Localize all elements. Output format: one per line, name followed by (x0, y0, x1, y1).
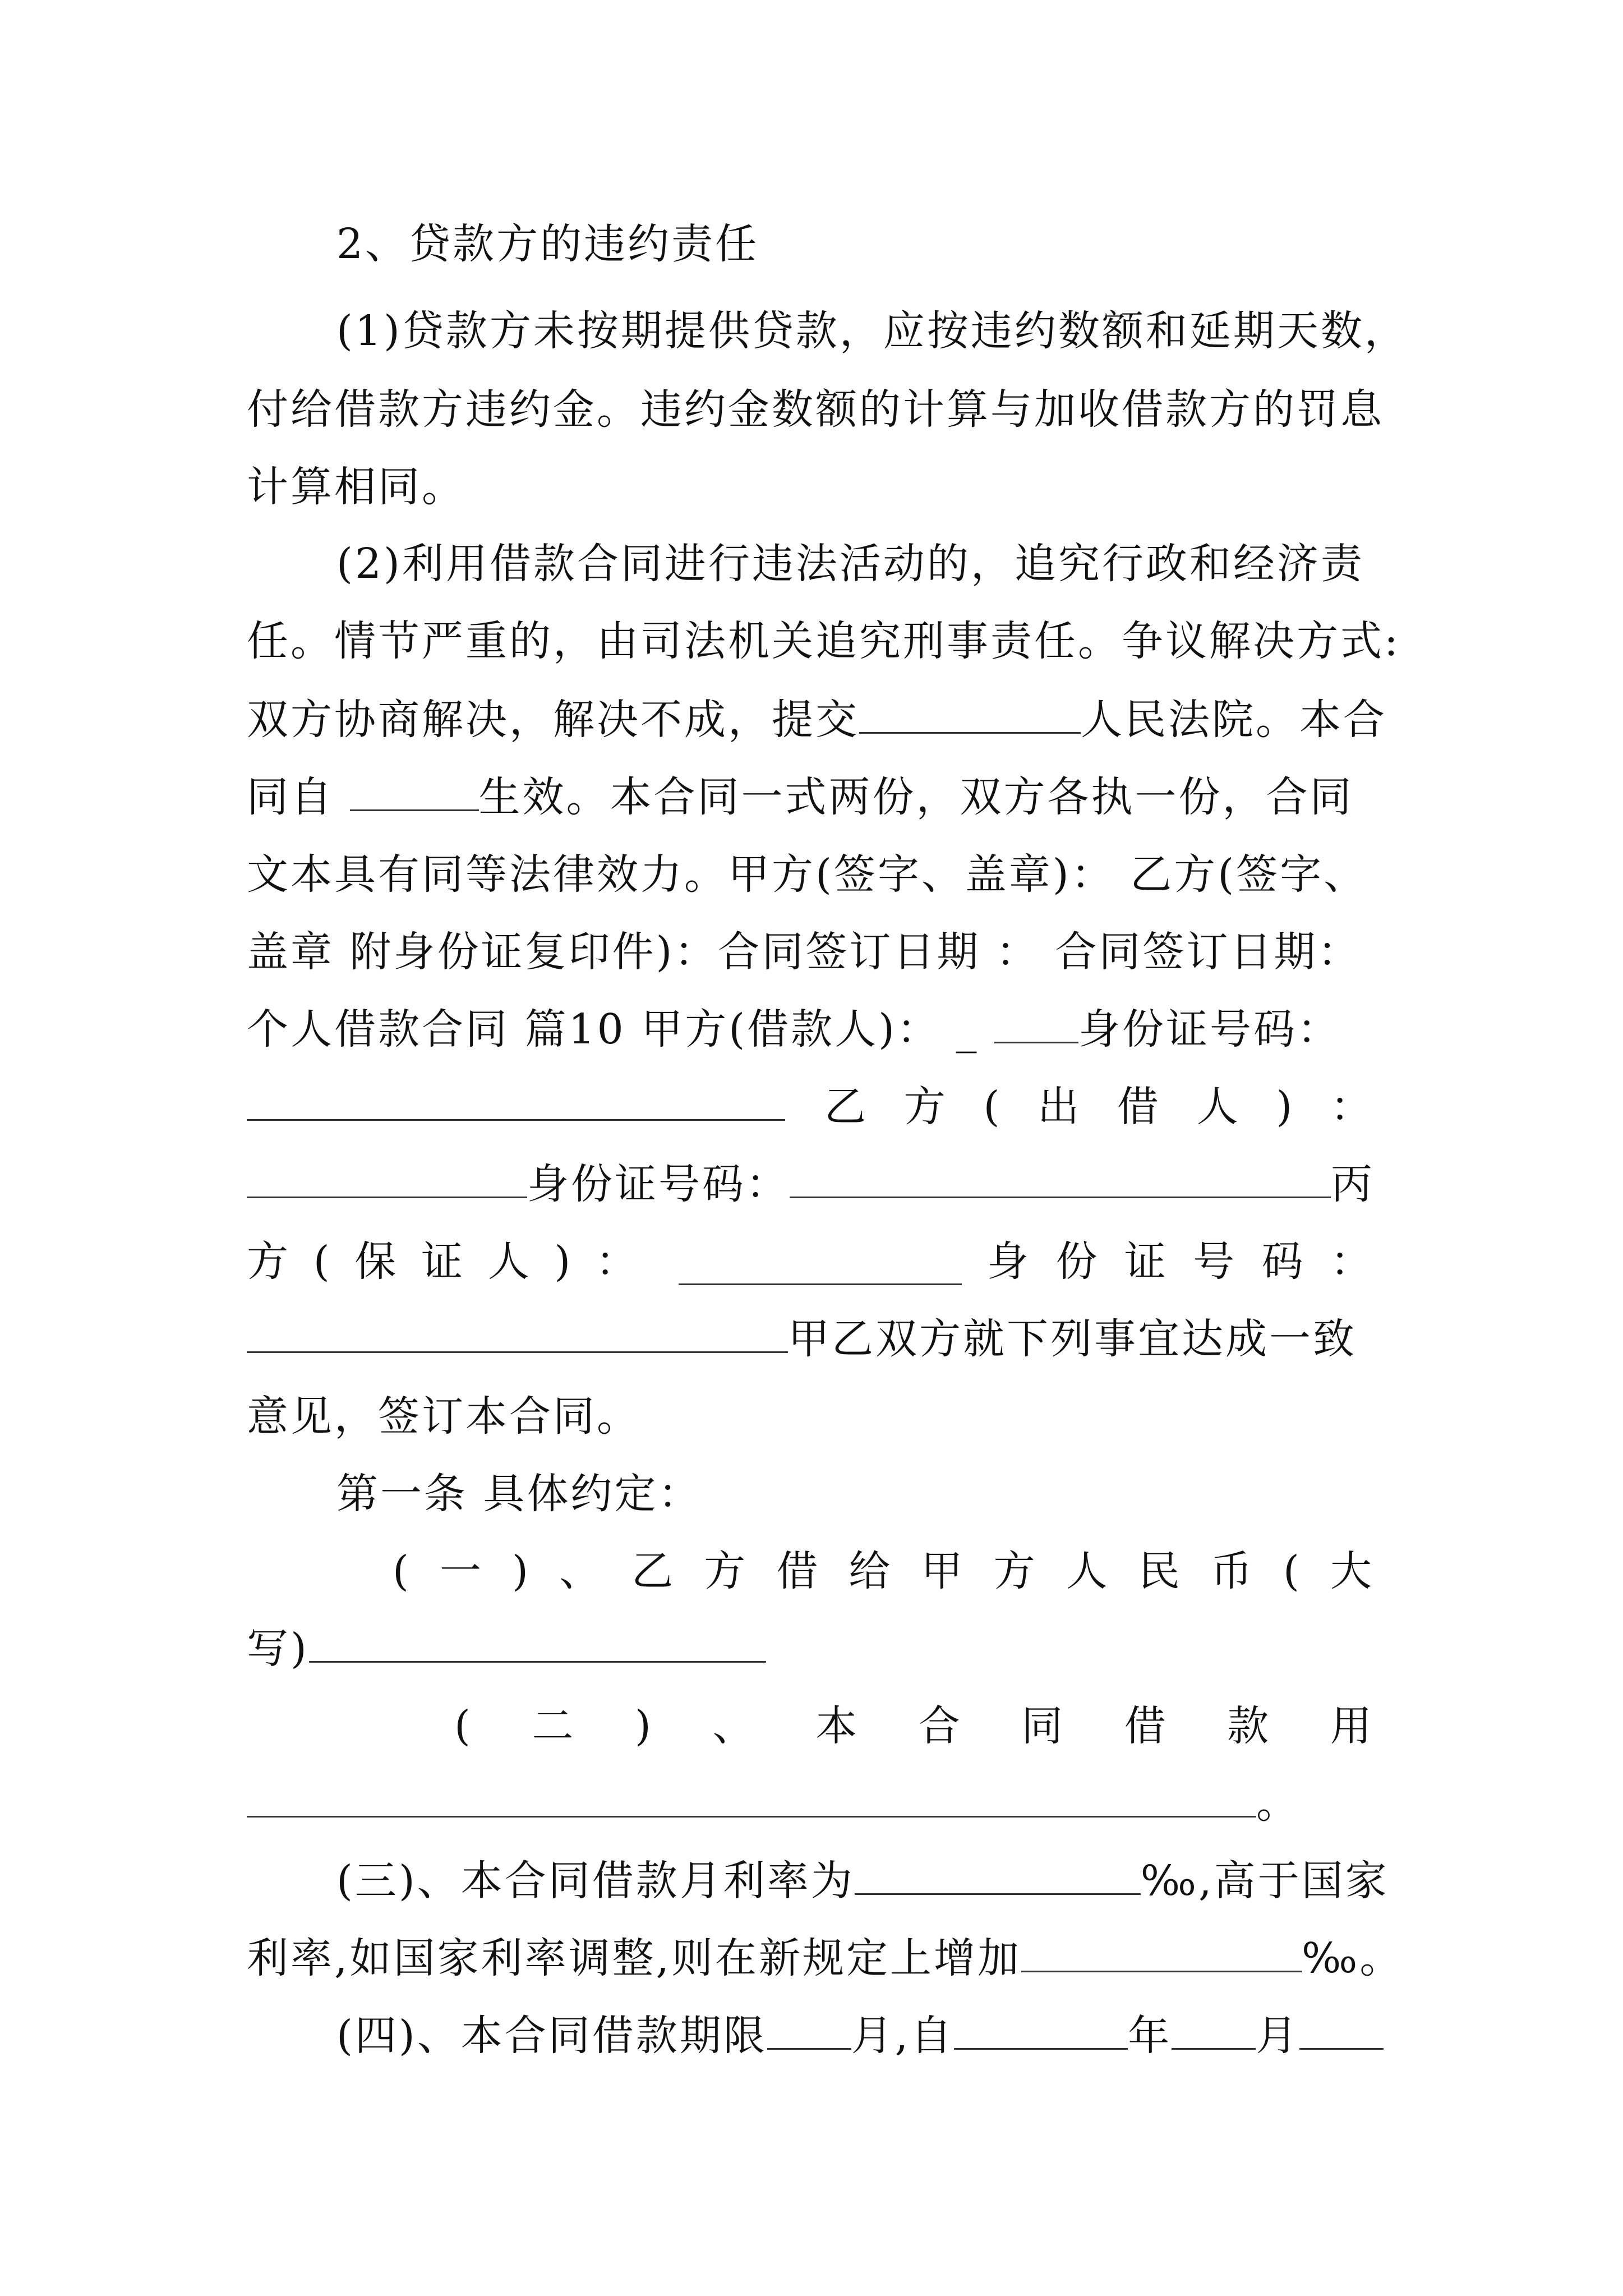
line-text: (四)、本合同借款期限 (336, 2012, 767, 2060)
line-text: 意见，签订本合同。 (247, 1392, 640, 1441)
term-months-blank[interactable] (767, 2004, 851, 2050)
monthly-rate-blank[interactable] (855, 1849, 1141, 1895)
article-1-heading (336, 1452, 1374, 1536)
signature-line (247, 910, 1374, 994)
char: ： (1330, 1237, 1374, 1286)
line-text: 身份证号码： (527, 1160, 790, 1208)
guarantor-label (247, 1220, 639, 1304)
effective-blank[interactable] (350, 766, 479, 811)
contract-10-header-line (247, 987, 1374, 1071)
amount-blank[interactable] (309, 1617, 766, 1663)
line-text: 年 (1128, 2012, 1172, 2060)
char: ( (454, 1702, 473, 1750)
char: ( (1283, 1547, 1302, 1595)
item-2-purpose-line (247, 1761, 1374, 1846)
id-number-blank[interactable] (247, 1075, 785, 1121)
char: 码 (1261, 1237, 1306, 1286)
line-text: 双方协商解决，解决不成，提交 (247, 696, 859, 744)
char: 本 (815, 1702, 860, 1750)
char: ) (512, 1547, 531, 1595)
char: 二 (532, 1702, 576, 1750)
start-year-blank[interactable] (954, 2004, 1128, 2050)
purpose-blank[interactable] (247, 1772, 1256, 1818)
char: 款 (1227, 1702, 1271, 1750)
line-text: ‰。 (1302, 1934, 1404, 1982)
line-text: 甲乙双方就下列事宜达成一致 (788, 1315, 1357, 1363)
clause-2-line (336, 522, 1374, 606)
item-2-line (454, 1684, 1374, 1768)
clause-1-line (336, 289, 1408, 373)
line-text: (2)利用借款合同进行违法活动的，追究行政和经济责 (336, 540, 1364, 588)
char: ( (393, 1547, 411, 1595)
char: 合 (918, 1702, 962, 1750)
line-text: 文本具有同等法律效力。甲方(签字、盖章)： 乙方(签字、 (247, 850, 1368, 899)
char: 份 (1055, 1237, 1100, 1286)
char: 大 (1330, 1547, 1374, 1595)
char: ( (983, 1083, 1002, 1131)
line-text: ‰,高于国家 (1140, 1857, 1389, 1905)
char: 甲 (921, 1547, 965, 1595)
section-heading-lender-liability (336, 202, 1374, 286)
lender-id-line (247, 1142, 1374, 1226)
char: 方 (993, 1547, 1038, 1595)
line-text: 利率,如国家利率调整,则在新规定上增加 (247, 1934, 1022, 1982)
line-text: 月 (1256, 2012, 1300, 2060)
char: 、 (712, 1702, 757, 1750)
line-text: 丙 (1331, 1160, 1375, 1208)
line-text: 个人借款合同 篇10 甲方(借款人)： _ (247, 1005, 994, 1053)
line-text: 2、贷款方的违约责任 (336, 220, 759, 268)
guarantor-id-label (987, 1220, 1374, 1304)
char: 人 (1196, 1083, 1241, 1131)
line-text: 任。情节严重的，由司法机关追究刑事责任。争议解决方式: (247, 617, 1400, 665)
lender-name-blank[interactable] (247, 1153, 527, 1198)
char: ) (554, 1237, 573, 1286)
char: 号 (1193, 1237, 1237, 1286)
item-3-line (336, 1839, 1389, 1923)
lender-label (824, 1065, 1374, 1149)
char: 币 (1210, 1547, 1255, 1595)
char: 乙 (631, 1547, 676, 1595)
clause-1-line (247, 445, 1374, 529)
agreement-line (247, 1374, 1374, 1458)
char: 方 (247, 1237, 291, 1286)
effective-date-line (247, 755, 1374, 839)
char: 乙 (824, 1083, 868, 1131)
rate-increase-blank[interactable] (1021, 1927, 1302, 1972)
item-4-line (336, 1994, 1374, 2078)
char: 同 (1021, 1702, 1066, 1750)
char: ) (1276, 1083, 1295, 1131)
char: 方 (704, 1547, 748, 1595)
char: 给 (849, 1547, 893, 1595)
char: ： (595, 1237, 639, 1286)
char: 民 (1138, 1547, 1182, 1595)
char: 借 (776, 1547, 820, 1595)
signature-line (247, 832, 1374, 917)
line-text: 写) (247, 1625, 309, 1673)
char: 人 (487, 1237, 532, 1286)
lender-id-blank[interactable] (790, 1153, 1331, 1198)
guarantor-id-blank[interactable] (247, 1308, 788, 1353)
item-3-rate-line (247, 1916, 1404, 2000)
line-text: 同自 (247, 773, 350, 821)
dispute-resolution-line (247, 678, 1387, 762)
line-text: 身份证号码： (1078, 1005, 1341, 1053)
line-text: 生效。本合同一式两份，双方各执一份，合同 (478, 773, 1354, 821)
char: 方 (903, 1083, 948, 1131)
agreement-line (247, 1297, 1374, 1381)
char: 证 (421, 1237, 465, 1286)
start-month-blank[interactable] (1172, 2004, 1256, 2050)
char: 人 (1066, 1547, 1110, 1595)
line-text: (1)贷款方未按期提供贷款，应按违约数额和延期天数， (336, 307, 1408, 355)
char: 用 (1330, 1702, 1374, 1750)
guarantor-name-blank[interactable] (679, 1240, 962, 1285)
court-blank[interactable] (859, 688, 1081, 734)
char: ) (635, 1702, 653, 1750)
line-text: 人民法院。本合 (1081, 696, 1387, 744)
line-text: 月,自 (851, 2012, 955, 2060)
borrower-blank[interactable] (994, 998, 1078, 1043)
start-day-blank[interactable] (1299, 2004, 1384, 2050)
char: 借 (1124, 1702, 1168, 1750)
char: ： (1330, 1083, 1374, 1131)
char: 证 (1124, 1237, 1168, 1286)
char: 保 (354, 1237, 399, 1286)
char: ( (313, 1237, 332, 1286)
clause-2-line (247, 599, 1400, 683)
item-1-amount-line (247, 1607, 1374, 1691)
line-text: 付给借款方违约金。违约金数额的计算与加收借款方的罚息 (247, 385, 1384, 434)
clause-1-line (247, 367, 1384, 452)
guarantor-line (247, 1220, 1374, 1304)
char: 一 (439, 1547, 483, 1595)
lender-line (247, 1065, 1374, 1149)
line-text: (三)、本合同借款月利率为 (336, 1857, 855, 1905)
line-text: 计算相同。 (247, 463, 465, 511)
char: 、 (559, 1547, 603, 1595)
char: 借 (1117, 1083, 1161, 1131)
char: 身 (987, 1237, 1031, 1286)
item-1-line (393, 1529, 1374, 1613)
line-text: 盖章 附身份证复印件)：合同签订日期 ： 合同签订日期： (247, 928, 1362, 976)
char: 出 (1038, 1083, 1082, 1131)
line-text: 第一条 具体约定： (336, 1470, 702, 1518)
line-text: 。 (1256, 1779, 1300, 1828)
